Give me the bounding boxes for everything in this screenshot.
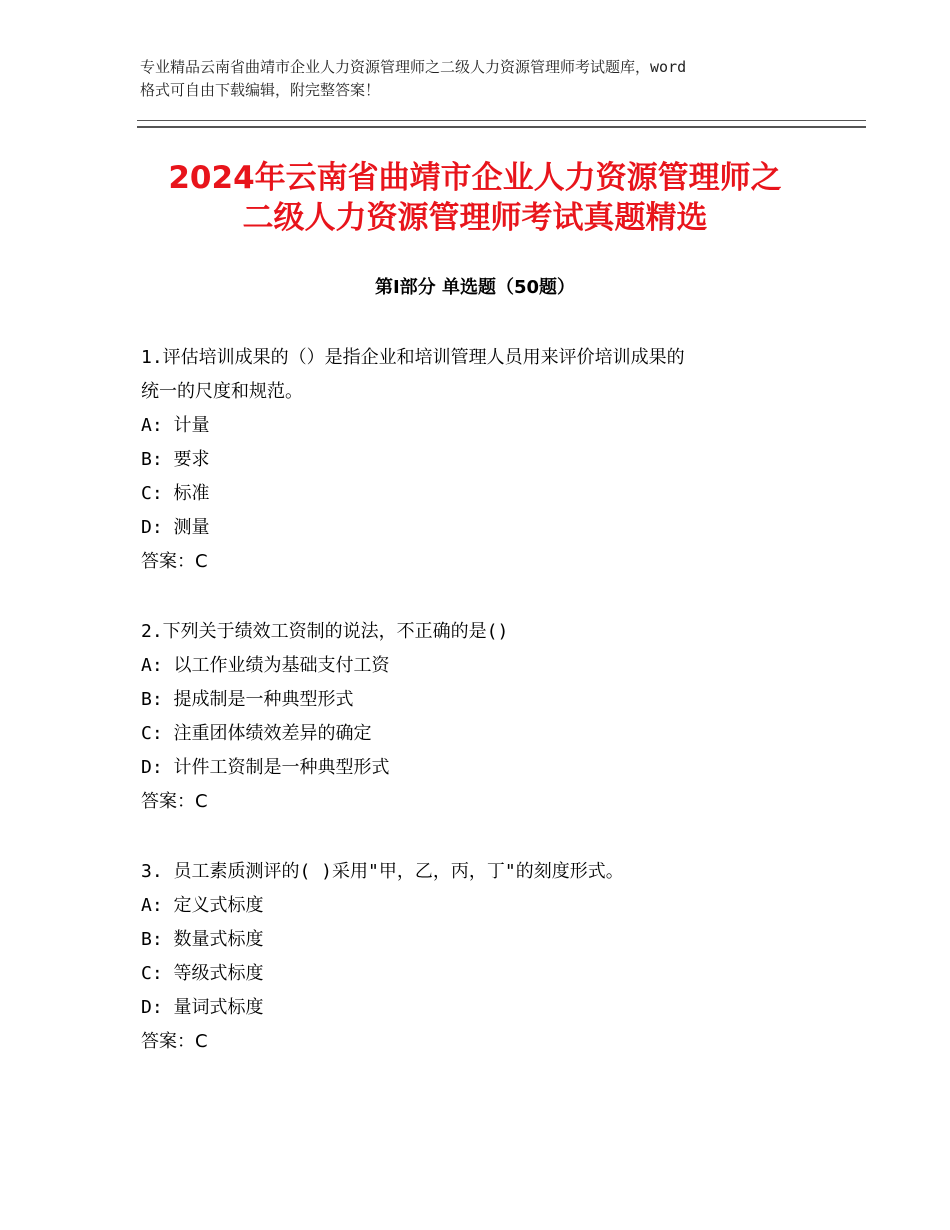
header-divider (137, 120, 866, 128)
document-title-line-1: 2024年云南省曲靖市企业人力资源管理师之 (168, 160, 782, 196)
option-d: D: 测量 (141, 517, 210, 538)
option-c: C: 注重团体绩效差异的确定 (141, 723, 372, 744)
question-stem-continued: 统一的尺度和规范。 (141, 381, 303, 402)
answer: 答案：C (141, 551, 208, 572)
option-d: D: 计件工资制是一种典型形式 (141, 757, 390, 778)
question-3 (141, 855, 841, 1059)
option-a: A: 定义式标度 (141, 895, 264, 916)
option-b: B: 数量式标度 (141, 929, 264, 950)
option-c: C: 标准 (141, 483, 210, 504)
answer: 答案：C (141, 791, 208, 812)
option-b: B: 要求 (141, 449, 210, 470)
header-note-line-2: 格式可自由下载编辑，附完整答案！ (140, 81, 381, 99)
option-b: B: 提成制是一种典型形式 (141, 689, 354, 710)
header-note-line-1: 专业精品云南省曲靖市企业人力资源管理师之二级人力资源管理师考试题库，word (140, 58, 687, 76)
option-a: A: 计量 (141, 415, 210, 436)
header-note (140, 56, 830, 102)
option-a: A: 以工作业绩为基础支付工资 (141, 655, 390, 676)
section-title: 第Ⅰ部分 单选题（50题） (374, 277, 575, 298)
question-1 (141, 341, 841, 579)
question-stem: 1.评估培训成果的（）是指企业和培训管理人员用来评价培训成果的 (141, 347, 685, 368)
question-stem: 3. 员工素质测评的( )采用"甲，乙，丙，丁"的刻度形式。 (141, 861, 624, 882)
question-stem: 2.下列关于绩效工资制的说法，不正确的是() (141, 621, 509, 642)
question-list (141, 341, 841, 1095)
answer: 答案：C (141, 1031, 208, 1052)
document-title-line-2: 二级人力资源管理师考试真题精选 (242, 200, 708, 236)
document-title (100, 158, 850, 238)
option-d: D: 量词式标度 (141, 997, 264, 1018)
option-c: C: 等级式标度 (141, 963, 264, 984)
question-2 (141, 615, 841, 819)
